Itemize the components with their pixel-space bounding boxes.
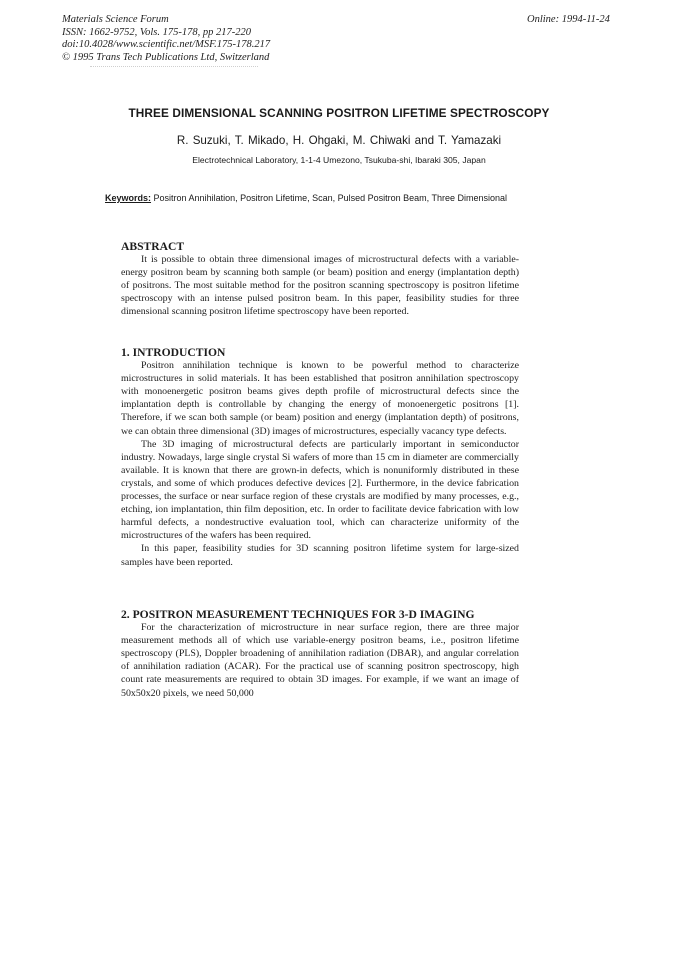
affiliation: Electrotechnical Laboratory, 1-1-4 Umezono, Tsukuba-shi, Ibaraki 305, Japan <box>192 155 486 165</box>
author-list: R. Suzuki, T. Mikado, H. Ohgaki, M. Chiwaki and T. Yamazaki <box>176 134 502 147</box>
introduction-paragraph-3: In this paper, feasibility studies for 3D scanning positron lifetime system for large-sized samples have been reported. <box>121 543 519 568</box>
introduction-paragraph-1: Positron annihilation technique is known to be powerful method to characterize microstructures in solid materials. It has been established that positron annihilation spectroscopy with monoenergetic positron beams gives depth profile of microstructural defects since the implantation depth is controllable by changing the energy of monoenergetic positrons [1]. Therefore, if we scan both sample (or beam) position and energy (implantation depth) of positrons, we can obtain three dimensional (3D) images of microstructures, especially vacancy type defects. <box>121 360 519 437</box>
techniques-paragraph-1: For the characterization of microstructure in near surface region, there are three major measurement methods all of which use variable-energy positron beams, i.e., positron lifetime spectroscopy (PLS), Doppler broadening of annihilation radiation (DBAR), and angular correlation of annihilation radiation (ACAR). For the practical use of scanning positron spectroscopy, high count rate measurements are required to obtain 3D images. For example, if we want an image of 50x50x20 pixels, we need 50,000 <box>121 622 519 699</box>
keywords-block <box>105 192 533 205</box>
introduction-heading: 1. INTRODUCTION <box>121 346 226 359</box>
keywords-text: Positron Annihilation, Positron Lifetime, Scan, Pulsed Positron Beam, Three Dimensional <box>153 193 508 203</box>
online-date: Online: 1994-11-24 <box>527 14 610 25</box>
copyright-line: © 1995 Trans Tech Publications Ltd, Switzerland <box>62 51 270 63</box>
abstract-paragraph: It is possible to obtain three dimensional images of microstructural defects with a variable-energy positron beam by scanning both sample (or beam) position and energy (implantation depth) of positrons. The most suitable method for the positron scanning spectroscopy is positron lifetime spectroscopy with an intense pulsed positron beam. In this paper, feasibility studies for three dimensional scanning positron lifetime spectroscopy have been reported. <box>121 254 519 318</box>
publication-info <box>62 14 270 64</box>
techniques-section <box>121 608 519 700</box>
paper-title: THREE DIMENSIONAL SCANNING POSITRON LIFETIME SPECTROSCOPY <box>128 106 550 120</box>
keywords-label: Keywords: <box>105 193 152 203</box>
issn-line: ISSN: 1662-9752, Vols. 175-178, pp 217-220 <box>62 26 251 38</box>
introduction-paragraph-2: The 3D imaging of microstructural defects are particularly important in semiconductor industry. Nowadays, large single crystal Si wafers of more than 15 cm in diameter are commercially available. It is known that there are grown-in defects, which is nonuniformly distributed in these crystals, and some of which produces defective devices [2]. Furthermore, in the device fabrication processes, the surface or near surface region of these crystals are modified by many processes, e.g., etching, ion implantation, thin film deposition, etc. In order to facilitate device fabrication with low harmful defects, a nondestructive evaluation tool, which can characterize uniformity of the microstructures of the wafers has been required. <box>121 438 519 542</box>
techniques-heading: 2. POSITRON MEASUREMENT TECHNIQUES FOR 3-D IMAGING <box>121 608 475 621</box>
scan-artifact <box>90 66 258 70</box>
journal-name: Materials Science Forum <box>62 14 169 25</box>
introduction-section <box>121 346 519 569</box>
doi-line: doi:10.4028/www.scientific.net/MSF.175-178.217 <box>62 39 271 50</box>
abstract-heading: ABSTRACT <box>121 240 185 253</box>
abstract-section <box>121 240 519 319</box>
